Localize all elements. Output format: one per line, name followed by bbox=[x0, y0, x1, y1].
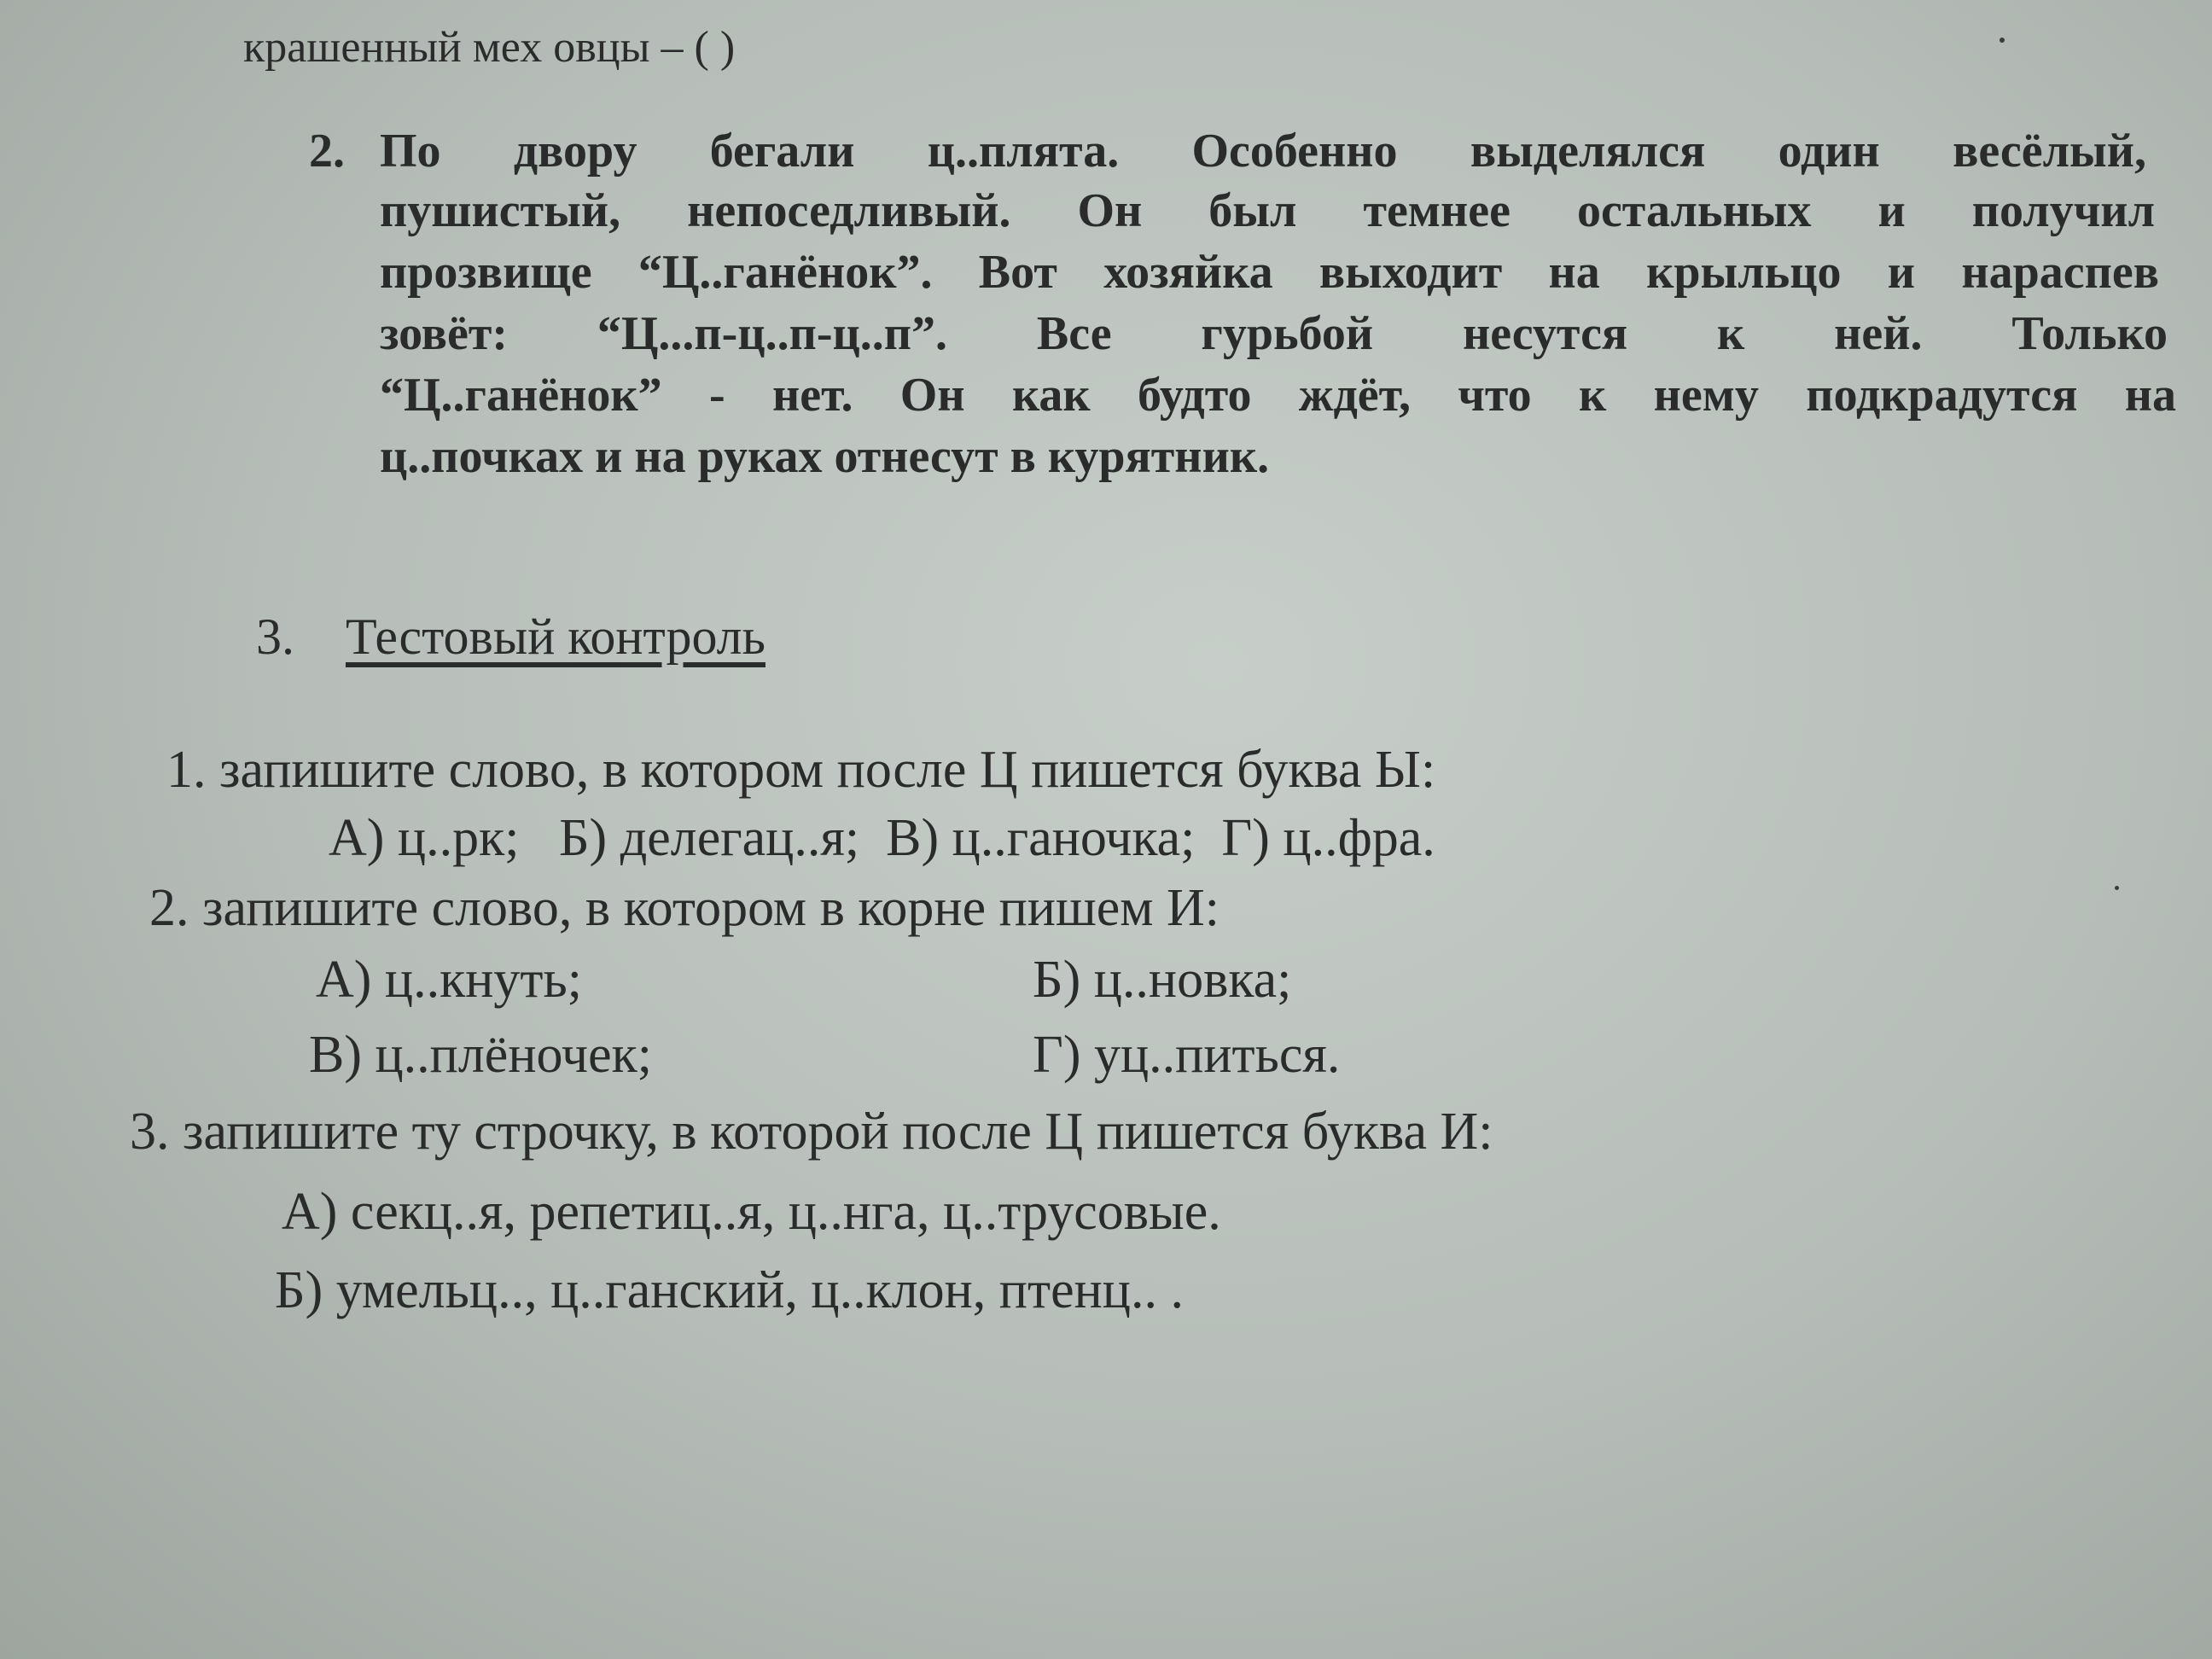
paragraph-line: зовёт: “Ц...п-ц..п-ц..п”. Все гурьбой несутся к ней. Только bbox=[380, 307, 2168, 360]
section-heading bbox=[256, 606, 765, 667]
question-3: 3. запишите ту строчку, в которой после Ц пишется буква И: bbox=[130, 1103, 1493, 1161]
paragraph-line: пушистый, непоседливый. Он был темнее остальных и получил bbox=[380, 184, 2155, 237]
section-number: 3. bbox=[256, 608, 294, 665]
paragraph-line: ц..почках и на руках отнесут в курятник. bbox=[380, 430, 1270, 483]
question-2: 2. запишите слово, в котором в корне пишем И: bbox=[149, 879, 1220, 937]
option-a: А) ц..кнуть; bbox=[316, 951, 582, 1009]
option-b: Б) ц..новка; bbox=[1033, 951, 1292, 1009]
option-a: А) секц..я, репетиц..я, ц..нга, ц..трусовые. bbox=[282, 1183, 1221, 1241]
option-b: Б) умельц.., ц..ганский, ц..клон, птенц.. . bbox=[275, 1261, 1184, 1319]
paper-speck bbox=[2000, 38, 2005, 43]
paragraph-line: По двору бегали ц..плята. Особенно выделялся один весёлый, bbox=[380, 125, 2146, 178]
paragraph-line: “Ц..ганёнок” - нет. Он как будто ждёт, что к нему подкрадутся на bbox=[380, 369, 2176, 422]
option-c: В) ц..плёночек; bbox=[309, 1026, 652, 1084]
question-1-options: А) ц..рк; Б) делегац..я; В) ц..ганочка; Г) ц..фра. bbox=[329, 809, 1435, 867]
exercise-number: 2. bbox=[309, 125, 345, 178]
header-fragment: крашенный мех овцы – ( ) bbox=[243, 23, 736, 72]
option-d: Г) уц..питься. bbox=[1033, 1026, 1341, 1084]
section-title: Тестовый контроль bbox=[346, 608, 765, 665]
paragraph-line: прозвище “Ц..ганёнок”. Вот хозяйка выходит на крыльцо и нараспев bbox=[380, 246, 2159, 299]
question-1: 1. запишите слово, в котором после Ц пишется буква Ы: bbox=[166, 741, 1436, 799]
paper-speck bbox=[2115, 886, 2119, 890]
